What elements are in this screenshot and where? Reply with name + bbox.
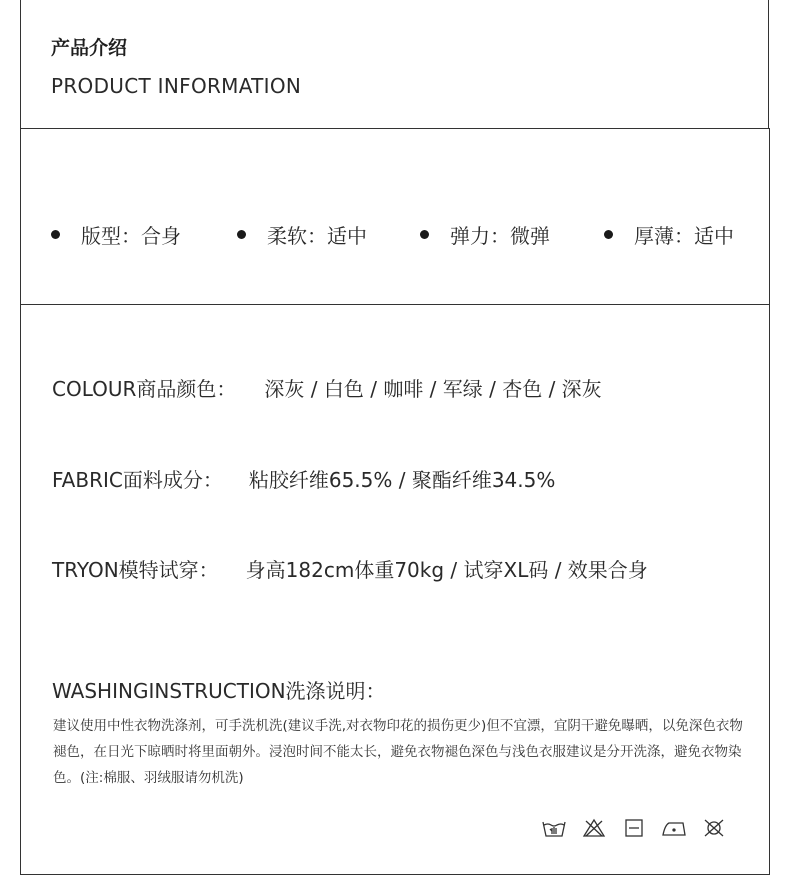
bullet-dot [51,230,60,239]
fabric-row [52,464,555,493]
bullet-dot [237,230,246,239]
bullet-dot [420,230,429,239]
section-title-english: PRODUCT INFORMATION [51,74,302,98]
attribute-elasticity-label: 弹力：微弹 [450,224,550,248]
attribute-fit [51,220,181,249]
care-symbols [541,817,741,839]
colour-label: COLOUR商品颜色： [52,377,237,401]
attribute-softness-label: 柔软：适中 [267,224,367,248]
no-tumble-dry-icon [701,817,727,839]
attribute-elasticity [420,220,550,249]
colour-row [52,373,602,402]
attributes-panel [20,128,770,305]
attribute-softness [237,220,367,249]
attribute-fit-label: 版型：合身 [81,224,181,248]
attribute-thickness [604,220,734,249]
product-info-header [0,0,790,129]
bullet-dot [604,230,613,239]
no-bleach-icon [581,817,607,839]
fabric-value: 粘胶纤维65.5% / 聚酯纤维34.5% [248,468,556,492]
washing-title: WASHINGINSTRUCTION洗涤说明： [52,679,386,703]
hand-wash-icon [541,817,567,839]
details-panel [20,304,770,875]
tryon-value: 身高182cm体重70kg / 试穿XL码 / 效果合身 [245,558,648,582]
dry-flat-icon [621,817,647,839]
colour-value: 深灰 / 白色 / 咖啡 / 军绿 / 杏色 / 深灰 [264,377,602,401]
iron-low-icon [661,817,687,839]
fabric-label: FABRIC面料成分： [52,468,223,492]
tryon-label: TRYON模特试穿： [52,558,219,582]
tryon-row [52,554,648,583]
section-title-chinese: 产品介绍 [51,37,128,59]
washing-instructions-text: 建议使用中性衣物洗涤剂，可手洗机洗(建议手洗,对衣物印花的损伤更少)但不宜漂，宜阴干避免曝晒，以免深色衣物褪色，在日光下晾晒时将里面朝外。浸泡时间不能太长，避免衣物褪色深色与浅色衣服建议是分开洗涤，避免衣物染色。(注:棉服、羽绒服请勿机洗) [53,718,743,786]
attribute-thickness-label: 厚薄：适中 [634,224,734,248]
